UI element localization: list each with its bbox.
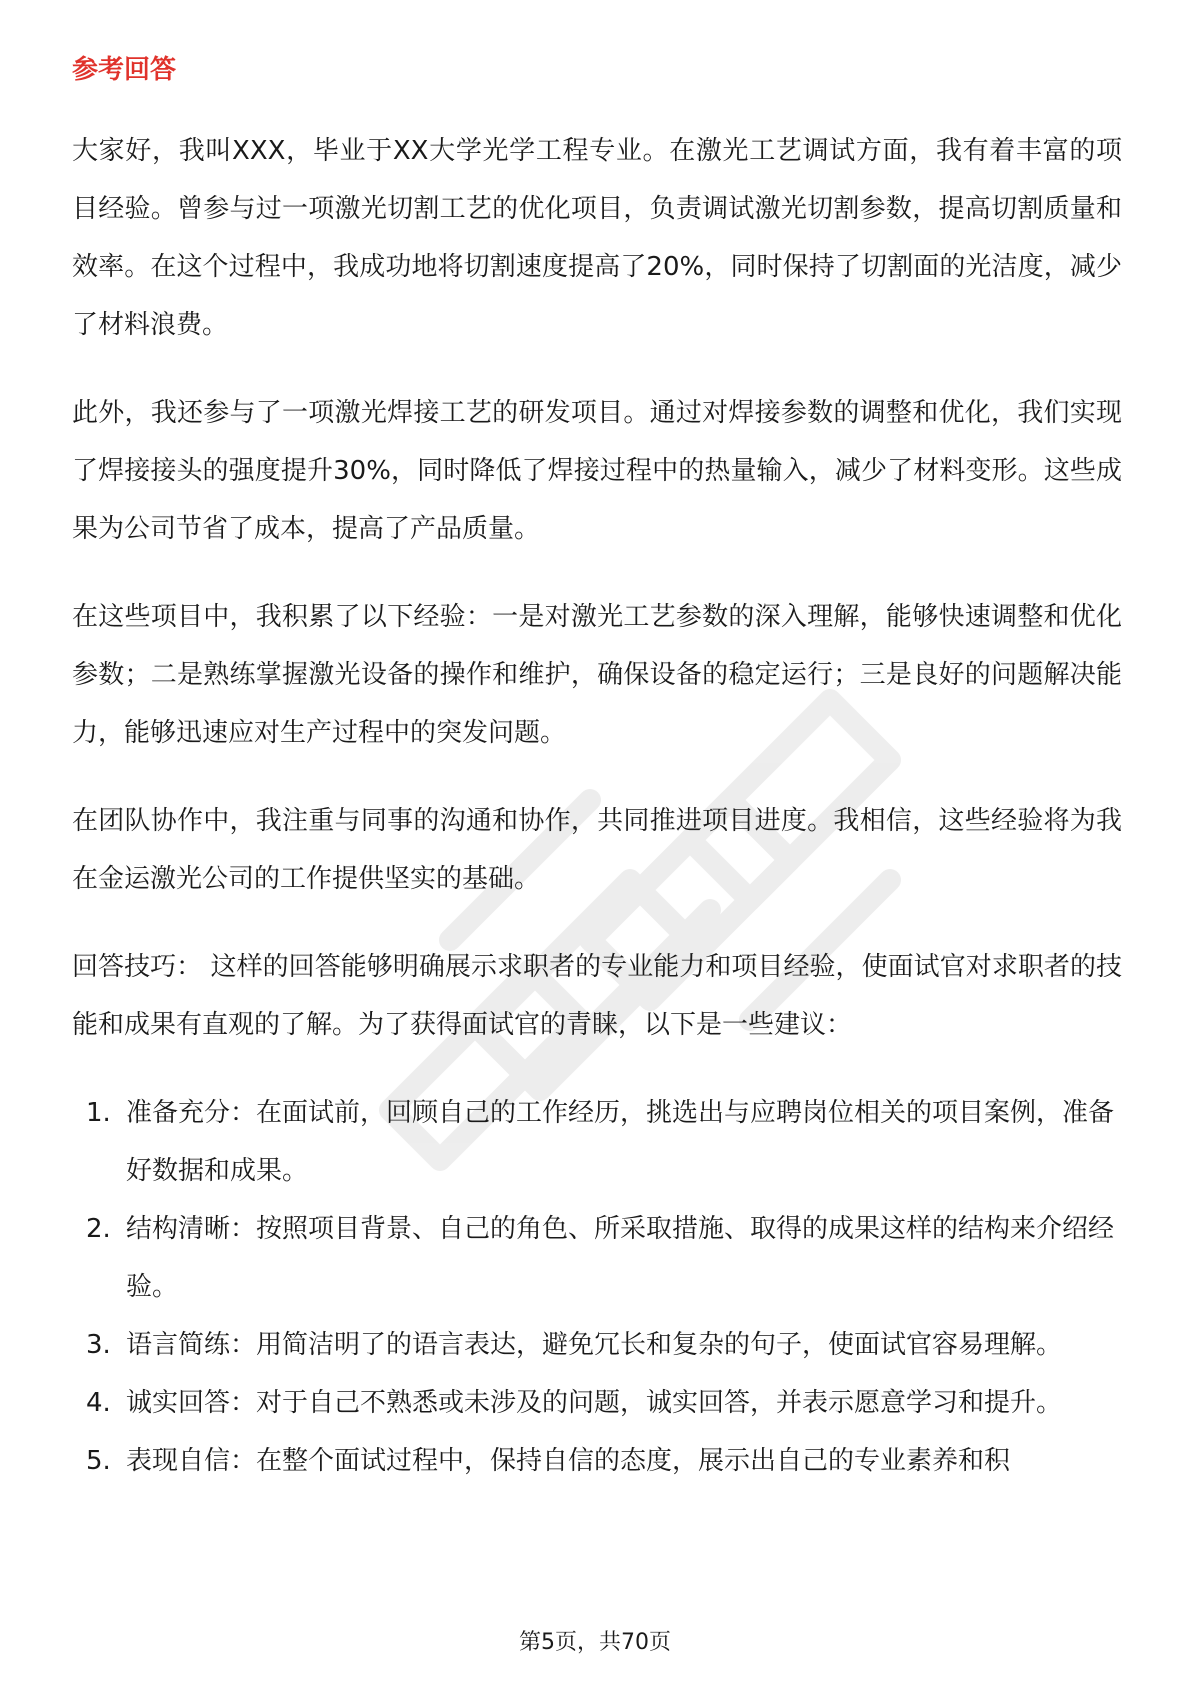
paragraph-welding: 此外，我还参与了一项激光焊接工艺的研发项目。通过对焊接参数的调整和优化，我们实现了焊接接头的强度提升30%，同时降低了焊接过程中的热量输入，减少了材料变形。这些成果为公司节省了成本，提高了产品质量。 bbox=[72, 398, 1122, 544]
list-text: 表现自信：在整个面试过程中，保持自信的态度，展示出自己的专业素养和积 bbox=[126, 1446, 1011, 1476]
document-content bbox=[72, 40, 1122, 1490]
paragraph-experience: 在这些项目中，我积累了以下经验：一是对激光工艺参数的深入理解，能够快速调整和优化参数；二是熟练掌握激光设备的操作和维护，确保设备的稳定运行；三是良好的问题解决能力，能够迅速应对生产过程中的突发问题。 bbox=[72, 602, 1122, 748]
list-text: 结构清晰：按照项目背景、自己的角色、所采取措施、取得的成果这样的结构来介绍经验。 bbox=[126, 1214, 1115, 1302]
tips-list bbox=[72, 1084, 1122, 1490]
list-number: 1. bbox=[86, 1098, 111, 1128]
list-item bbox=[72, 1316, 1122, 1374]
list-text: 诚实回答：对于自己不熟悉或未涉及的问题，诚实回答，并表示愿意学习和提升。 bbox=[126, 1388, 1063, 1418]
list-item bbox=[72, 1200, 1122, 1316]
list-item bbox=[72, 1432, 1122, 1490]
section-heading: 参考回答 bbox=[72, 55, 177, 85]
paragraph-intro: 大家好，我叫XXX，毕业于XX大学光学工程专业。在激光工艺调试方面，我有着丰富的项目经验。曾参与过一项激光切割工艺的优化项目，负责调试激光切割参数，提高切割质量和效率。在这个过程中，我成功地将切割速度提高了20%，同时保持了切割面的光洁度，减少了材料浪费。 bbox=[72, 136, 1122, 340]
list-number: 4. bbox=[86, 1388, 111, 1418]
list-text: 语言简练：用简洁明了的语言表达，避免冗长和复杂的句子，使面试官容易理解。 bbox=[126, 1330, 1063, 1360]
list-number: 3. bbox=[86, 1330, 111, 1360]
list-item bbox=[72, 1374, 1122, 1432]
list-number: 5. bbox=[86, 1446, 111, 1476]
list-text: 准备充分：在面试前，回顾自己的工作经历，挑选出与应聘岗位相关的项目案例，准备好数据和成果。 bbox=[126, 1098, 1115, 1186]
paragraph-tips-intro: 回答技巧： 这样的回答能够明确展示求职者的专业能力和项目经验，使面试官对求职者的技能和成果有直观的了解。为了获得面试官的青睐，以下是一些建议： bbox=[72, 952, 1122, 1040]
page-footer: 第5页，共70页 bbox=[519, 1630, 671, 1655]
paragraph-teamwork: 在团队协作中，我注重与同事的沟通和协作，共同推进项目进度。我相信，这些经验将为我在金运激光公司的工作提供坚实的基础。 bbox=[72, 806, 1122, 894]
list-number: 2. bbox=[86, 1214, 111, 1244]
list-item bbox=[72, 1084, 1122, 1200]
